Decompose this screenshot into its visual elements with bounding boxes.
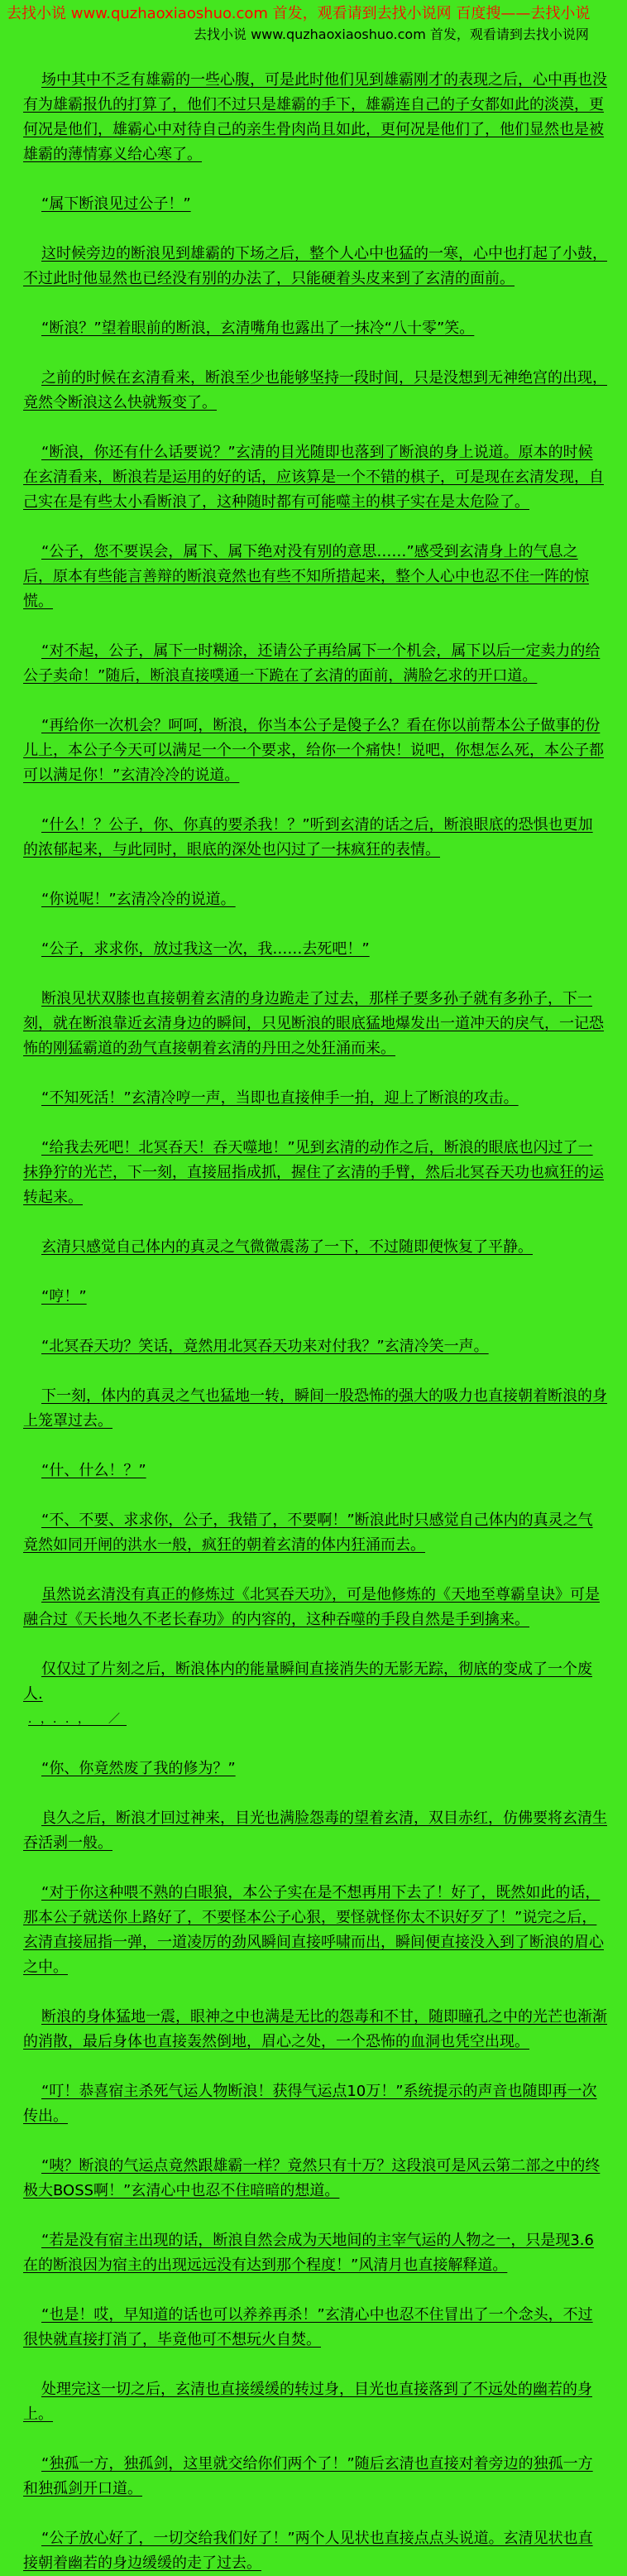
novel-paragraph: “公子放心好了，一切交给我们好了！”两个人见状也直接点点头说道。玄清见状也直接朝着幽若的身边缓缓的走了过去。	[23, 2530, 593, 2572]
novel-paragraph: 良久之后，断浪才回过神来，目光也满脸怨毒的望着玄清，双目赤红，仿佛要将玄清生吞活剥一般。	[23, 1809, 607, 1852]
chapter-content	[0, 35, 627, 2576]
novel-paragraph: “断浪，你还有什么话要说？”玄清的目光随即也落到了断浪的身上说道。原本的时候在玄清看来，断浪若是运用的好的话，应该算是一个不错的棋子，可是现在玄清发现，自己实在是有些太小看断浪了，这种随时都有可能噬主的棋子实在是太危险了。	[23, 444, 604, 511]
novel-paragraph: 虽然说玄清没有真正的修炼过《北冥吞天功》，可是他修炼的《天地至尊霸皇诀》可是融合过《天长地久不老长春功》的内容的，这种吞噬的手段自然是手到擒来。	[23, 1586, 600, 1628]
novel-paragraph: 仅仅过了片刻之后，断浪体内的能量瞬间直接消失的无影无踪，彻底的变成了一个废人.	[23, 1660, 592, 1703]
novel-paragraph: “你说呢！”玄清冷冷的说道。	[41, 891, 236, 908]
novel-paragraph: “什么！？公子，你、你真的要杀我！？”听到玄清的话之后，断浪眼底的恐惧也更加的浓郁起来，与此同时，眼底的深处也闪过了一抹疯狂的表情。	[23, 816, 593, 858]
novel-paragraph: 场中其中不乏有雄霸的一些心腹，可是此时他们见到雄霸刚才的表现之后，心中再也没有为雄霸报仇的打算了，他们不过只是雄霸的手下，雄霸连自己的子女都如此的淡漠，更何况是他们，雄霸心中对待自己的亲生骨肉尚且如此，更何况是他们了，他们显然也是被雄霸的薄情寡义给心寒了。	[23, 71, 607, 163]
novel-paragraph: “属下断浪见过公子！”	[41, 195, 191, 213]
novel-paragraph: “公子，求求你，放过我这一次，我……去死吧！”	[41, 940, 370, 958]
novel-paragraph: 断浪见状双膝也直接朝着玄清的身边跪走了过去，那样子要多孙子就有多孙子，下一刻，就在断浪靠近玄清身边的瞬间，只见断浪的眼底猛地爆发出一道冲天的戾气，一记恐怖的刚猛霸道的劲气直接朝着玄清的丹田之处狂涌而来。	[23, 990, 604, 1057]
novel-paragraph: “对于你这种喂不熟的白眼狼，本公子实在是不想再用下去了！好了，既然如此的话，那本公子就送你上路好了，不要怪本公子心狠，要怪就怪你太不识好歹了！”说完之后，玄清直接屈指一弹，一道凌厉的劲风瞬间直接呼啸而出，瞬间便直接没入到了断浪的眉心之中。	[23, 1884, 604, 1976]
novel-paragraph: “北冥吞天功？笑话，竟然用北冥吞天功来对付我？”玄清冷笑一声。	[41, 1338, 489, 1355]
novel-paragraph: ．，．．， ／	[28, 1713, 127, 1726]
novel-paragraph: 下一刻，体内的真灵之气也猛地一转，瞬间一股恐怖的强大的吸力也直接朝着断浪的身上笼罩过去。	[23, 1387, 607, 1430]
novel-paragraph: “咦？断浪的气运点竟然跟雄霸一样？竟然只有十万？这段浪可是风云第二部之中的终极大BOSS啊！”玄清心中也忍不住暗暗的想道。	[23, 2157, 601, 2199]
novel-paragraph: 玄清只感觉自己体内的真灵之气微微震荡了一下，不过随即便恢复了平静。	[41, 1238, 533, 1256]
novel-paragraph: “不知死活！”玄清冷哼一声，当即也直接伸手一拍，迎上了断浪的攻击。	[41, 1089, 519, 1107]
novel-paragraph: 断浪的身体猛地一震，眼神之中也满是无比的怨毒和不甘，随即瞳孔之中的光芒也渐渐的消散，最后身体也直接轰然倒地，眉心之处，一个恐怖的血洞也凭空出现。	[23, 2008, 607, 2050]
novel-paragraph: “叮！恭喜宿主杀死气运人物断浪！获得气运点10万！”系统提示的声音也随即再一次传出。	[23, 2083, 597, 2125]
novel-paragraph: “断浪？”望着眼前的断浪，玄清嘴角也露出了一抹冷“八十零”笑。	[41, 320, 475, 337]
novel-paragraph: “公子，您不要误会，属下、属下绝对没有别的意思……”感受到玄清身上的气息之后，原本有些能言善辩的断浪竟然也有些不知所措起来，整个人心中也忍不住一阵的惊慌。	[23, 543, 589, 610]
novel-paragraph: “你、你竟然废了我的修为？”	[41, 1760, 236, 1777]
novel-paragraph: “什、什么！？”	[41, 1462, 146, 1479]
novel-paragraph: 这时候旁边的断浪见到雄霸的下场之后，整个人心中也猛的一寒，心中也打起了小鼓，不过此时他显然也已经没有别的办法了，只能硬着头皮来到了玄清的面前。	[23, 245, 607, 287]
novel-paragraph: 之前的时候在玄清看来，断浪至少也能够坚持一段时间，只是没想到无神绝宫的出现，竟然令断浪这么快就叛变了。	[23, 369, 607, 411]
novel-paragraph: “给我去死吧！北冥吞天！吞天噬地！”见到玄清的动作之后，断浪的眼底也闪过了一抹狰狞的光芒，下一刻，直接屈指成抓，握住了玄清的手臂，然后北冥吞天功也疯狂的运转起来。	[23, 1139, 604, 1206]
clipped-text-line: 去找小说 www.quzhaoxiaoshuo.com 首发，观看请到去找小说网	[194, 26, 589, 42]
novel-paragraph: “独孤一方，独孤剑，这里就交给你们两个了！”随后玄清也直接对着旁边的独孤一方和独孤剑开口道。	[23, 2455, 593, 2497]
novel-paragraph: “再给你一次机会？呵呵，断浪，你当本公子是傻子么？看在你以前帮本公子做事的份儿上，本公子今天可以满足一个一个要求，给你一个痛快！说吧，你想怎么死，本公子都可以满足你！”玄清冷冷的说道。	[23, 717, 604, 784]
novel-paragraph: 处理完这一切之后，玄清也直接缓缓的转过身，目光也直接落到了不远处的幽若的身上。	[23, 2381, 592, 2423]
novel-paragraph: “哼！”	[41, 1288, 87, 1305]
novel-paragraph: “也是！哎，早知道的话也可以养养再杀！”玄清心中也忍不住冒出了一个念头，不过很快就直接打消了，毕竟他可不想玩火自焚。	[23, 2306, 593, 2348]
novel-paragraph: “对不起，公子，属下一时糊涂，还请公子再给属下一个机会，属下以后一定卖力的给公子卖命！”随后，断浪直接噗通一下跪在了玄清的面前，满脸乞求的开口道。	[23, 642, 601, 685]
site-promo-banner: 去找小说 www.quzhaoxiaoshuo.com 首发，观看请到去找小说网 百度搜——去找小说	[7, 5, 591, 22]
novel-paragraph: “不、不要、求求你，公子，我错了，不要啊！”断浪此时只感觉自己体内的真灵之气竟然如同开闸的洪水一般，疯狂的朝着玄清的体内狂涌而去。	[23, 1511, 593, 1554]
novel-paragraph: “若是没有宿主出现的话，断浪自然会成为天地间的主宰气运的人物之一，只是现3.6在的断浪因为宿主的出现远远没有达到那个程度！”风清月也直接解释道。	[23, 2232, 594, 2274]
